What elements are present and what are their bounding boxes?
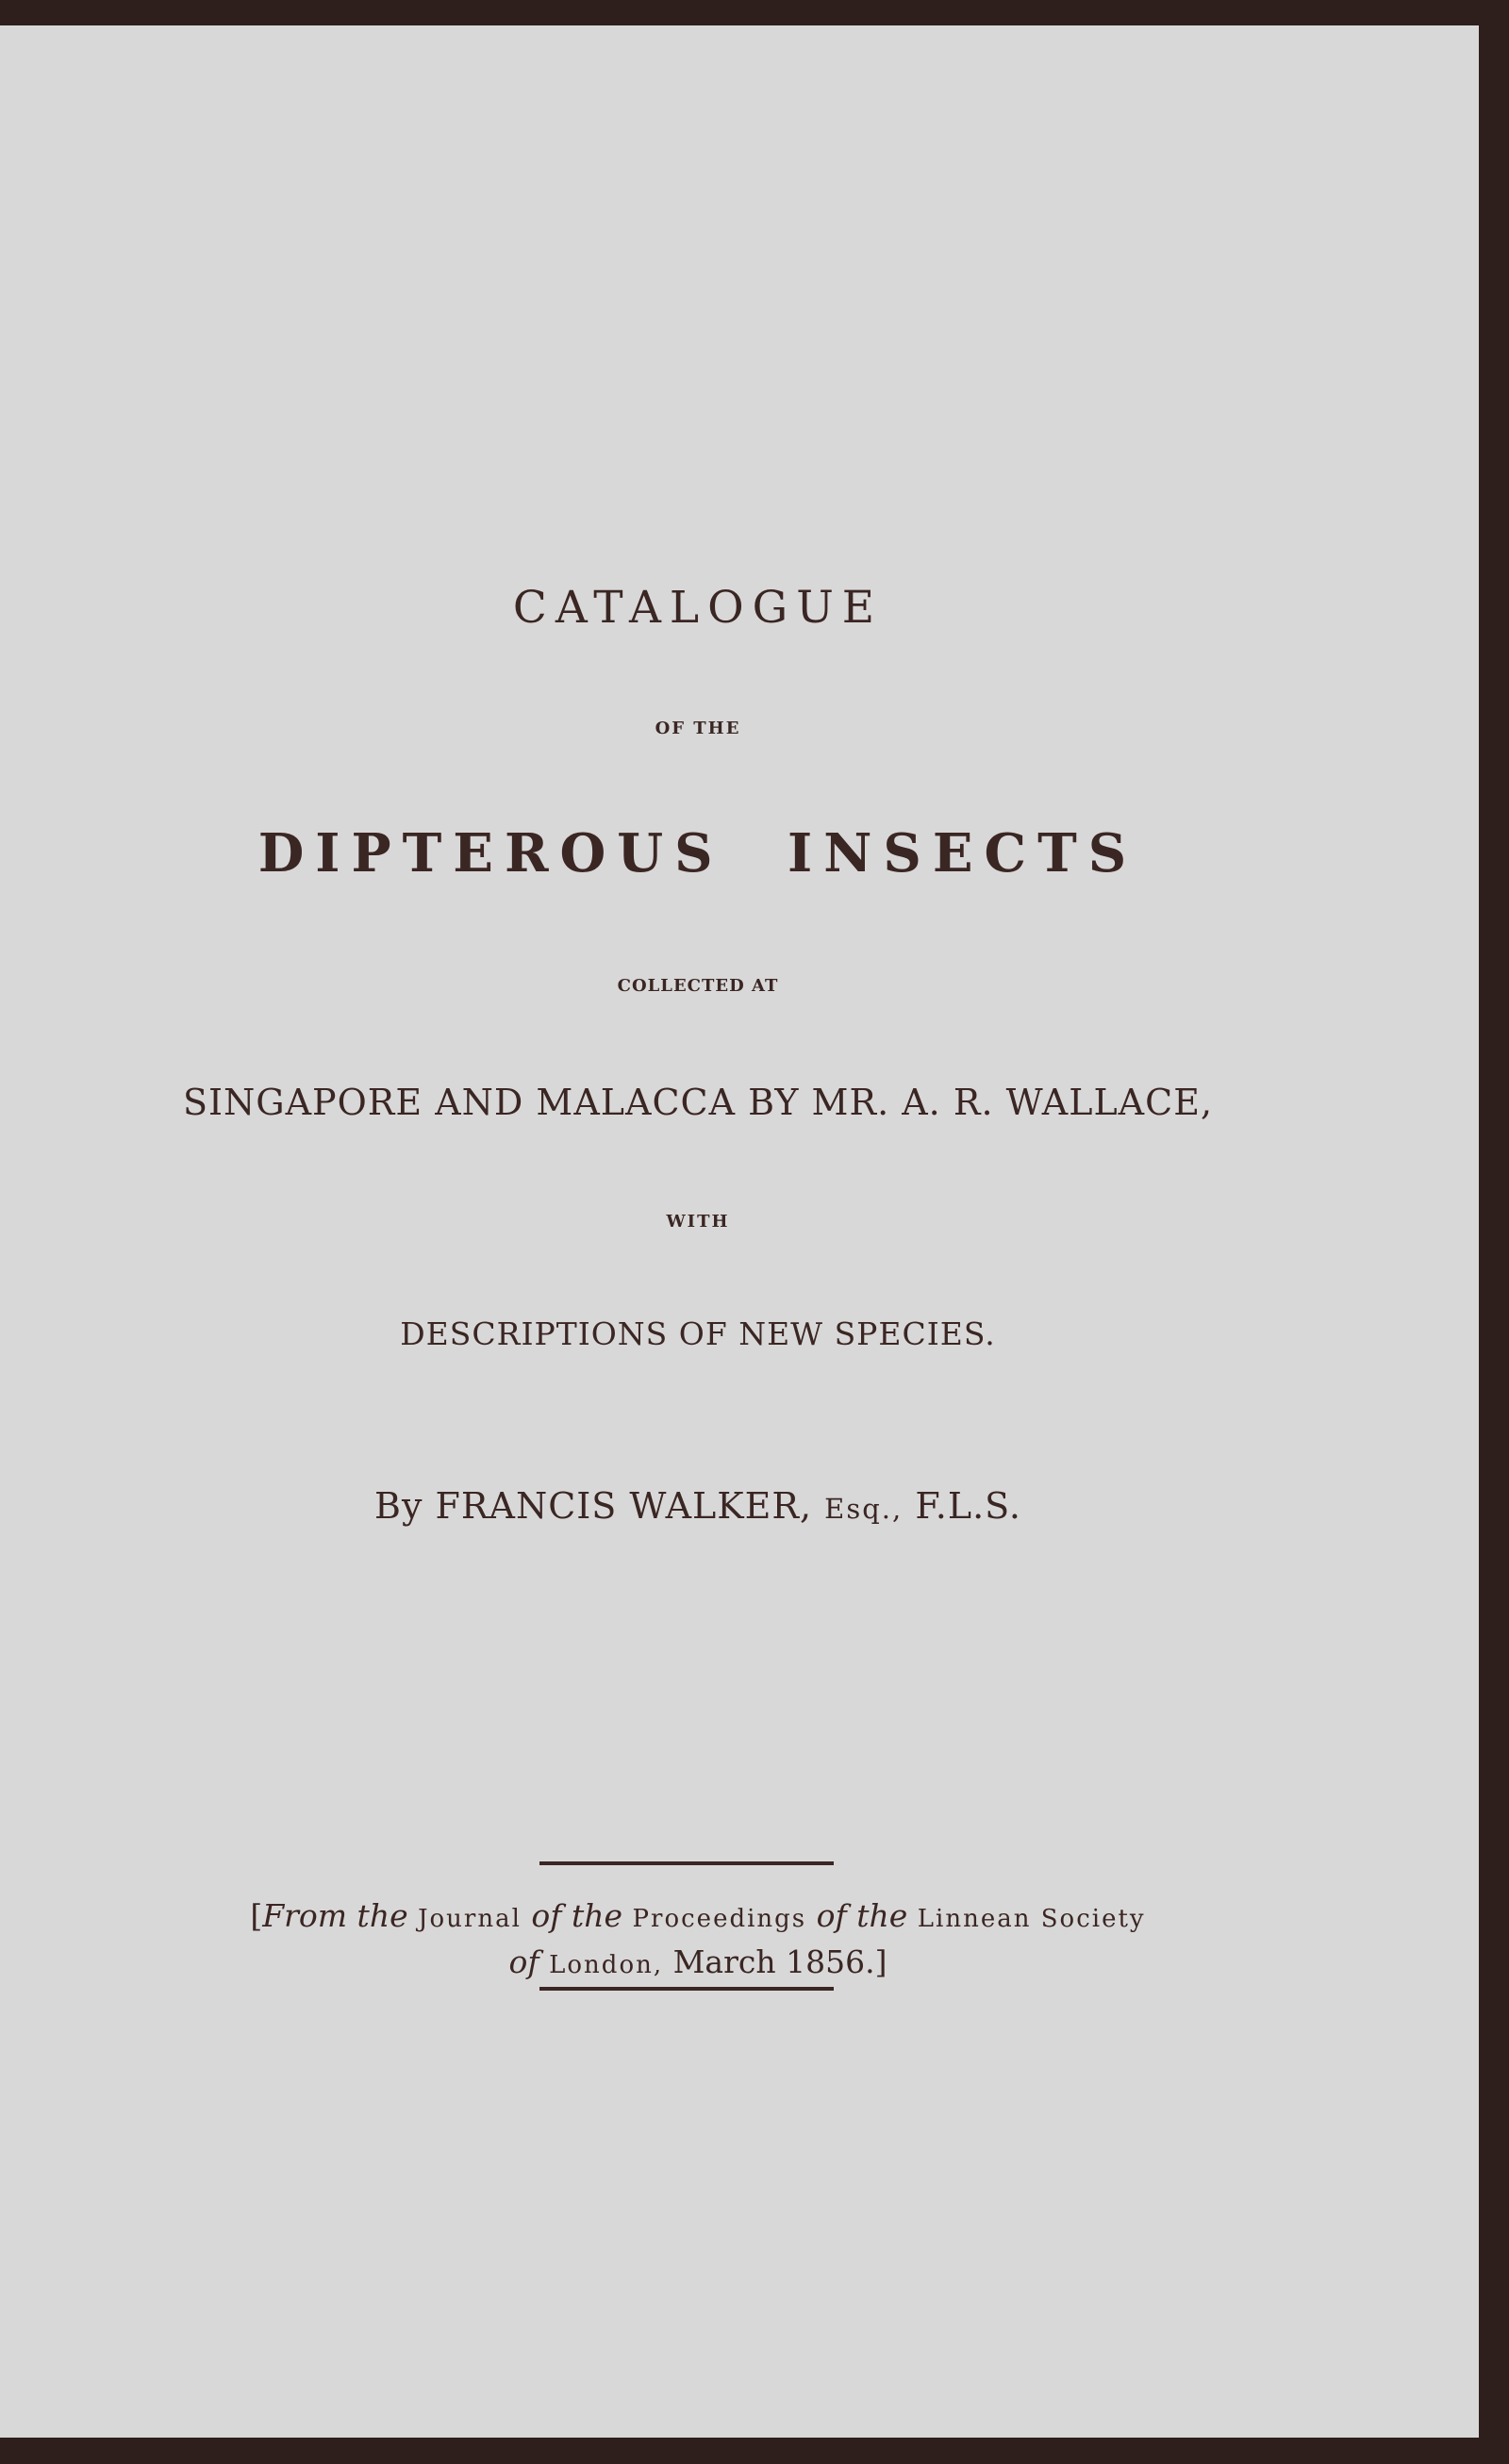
collected-at-line: COLLECTED AT (617, 976, 779, 996)
top-rule (539, 1861, 834, 1865)
author-fls: F.L.S. (915, 1485, 1021, 1527)
citation-close-bracket: ] (874, 1943, 887, 1980)
citation-block (141, 1894, 1254, 1987)
author-by: By (374, 1485, 423, 1527)
author-line (0, 1485, 1396, 1527)
citation-of-the-1: of the (531, 1897, 623, 1934)
of-the-line: OF THE (655, 719, 741, 738)
citation-from-the: From the (262, 1897, 408, 1934)
citation-date: March 1856. (672, 1943, 875, 1980)
citation-of: of (508, 1943, 539, 1980)
citation-linnean-society: Linnean Society (917, 1905, 1146, 1933)
main-title: DIPTEROUS INSECTS (257, 822, 1138, 885)
author-name: FRANCIS WALKER, (435, 1485, 813, 1527)
citation-london: London, (549, 1951, 664, 1979)
catalogue-heading: CATALOGUE (512, 582, 884, 634)
bottom-rule (539, 1987, 834, 1991)
citation-open-bracket: [ (250, 1897, 263, 1934)
descriptions-line: DESCRIPTIONS OF NEW SPECIES. (400, 1315, 996, 1352)
title-page (0, 25, 1479, 2438)
author-esq: Esq., (824, 1493, 904, 1525)
citation-journal: Journal (418, 1905, 522, 1933)
with-line: WITH (666, 1212, 730, 1232)
citation-of-the-2: of the (816, 1897, 908, 1934)
location-line: SINGAPORE AND MALACCA BY MR. A. R. WALLACE, (182, 1082, 1214, 1123)
citation-proceedings: Proceedings (632, 1905, 807, 1933)
